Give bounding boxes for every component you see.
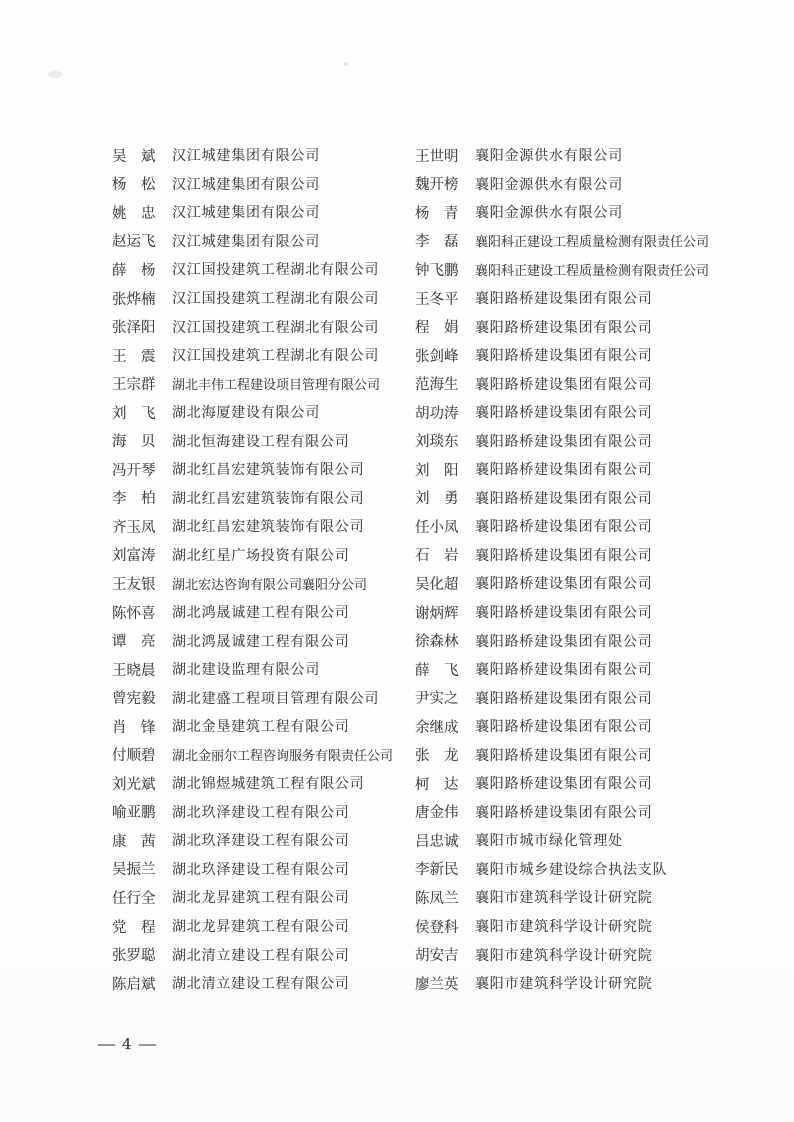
person-name: 吴振兰 bbox=[112, 862, 156, 879]
company-name: 襄阳路桥建设集团有限公司 bbox=[475, 433, 653, 450]
page-footer bbox=[99, 1035, 155, 1053]
company-name: 襄阳路桥建设集团有限公司 bbox=[475, 319, 653, 336]
roster-row bbox=[415, 198, 709, 227]
roster-row bbox=[415, 912, 709, 941]
roster-row bbox=[415, 826, 709, 855]
roster-row bbox=[112, 683, 393, 712]
company-name: 襄阳市建筑科学设计研究院 bbox=[475, 890, 653, 907]
roster-row bbox=[112, 769, 393, 798]
person-name: 刘琰东 bbox=[415, 434, 459, 451]
company-name: 湖北建盛工程项目管理有限公司 bbox=[172, 690, 380, 707]
person-name: 杨 青 bbox=[415, 205, 459, 222]
person-name: 海 贝 bbox=[112, 434, 156, 451]
person-name: 党 程 bbox=[112, 919, 156, 936]
roster-row bbox=[112, 170, 393, 199]
person-name: 柯 达 bbox=[415, 776, 459, 793]
company-name: 湖北龙昇建筑工程有限公司 bbox=[172, 919, 350, 936]
roster-row bbox=[415, 369, 709, 398]
company-name: 襄阳市城市绿化管理处 bbox=[475, 833, 623, 850]
company-name: 襄阳路桥建设集团有限公司 bbox=[475, 348, 653, 365]
company-name: 湖北玖泽建设工程有限公司 bbox=[172, 833, 350, 850]
company-name: 襄阳路桥建设集团有限公司 bbox=[475, 490, 653, 507]
person-name: 杨 松 bbox=[112, 177, 156, 194]
company-name: 襄阳金源供水有限公司 bbox=[475, 205, 623, 222]
company-name: 襄阳路桥建设集团有限公司 bbox=[475, 291, 653, 307]
roster-row bbox=[112, 227, 393, 256]
person-name: 侯登科 bbox=[415, 919, 459, 936]
roster-row bbox=[415, 255, 709, 284]
company-name: 湖北红昌宏建筑装饰有限公司 bbox=[172, 490, 365, 507]
roster-row bbox=[112, 598, 393, 627]
company-name: 襄阳市建筑科学设计研究院 bbox=[475, 919, 653, 936]
roster-row bbox=[112, 369, 393, 398]
company-name: 襄阳路桥建设集团有限公司 bbox=[475, 804, 653, 821]
company-name: 湖北建设监理有限公司 bbox=[172, 662, 320, 679]
company-name: 襄阳路桥建设集团有限公司 bbox=[475, 519, 653, 536]
company-name: 襄阳路桥建设集团有限公司 bbox=[475, 633, 653, 650]
person-name: 钟飞鹏 bbox=[415, 262, 459, 279]
roster-row bbox=[112, 626, 393, 655]
person-name: 任行全 bbox=[112, 890, 156, 907]
roster-row bbox=[112, 198, 393, 227]
person-name: 谭 亮 bbox=[112, 634, 156, 651]
person-name: 范海生 bbox=[415, 377, 459, 394]
person-name: 陈启斌 bbox=[112, 976, 156, 993]
footer-dash-right: — bbox=[137, 1035, 157, 1053]
roster-row bbox=[112, 855, 393, 884]
person-name: 吴化超 bbox=[415, 576, 459, 593]
roster-row bbox=[112, 740, 393, 769]
person-name: 陈怀喜 bbox=[112, 605, 156, 622]
person-name: 李 磊 bbox=[415, 234, 459, 251]
roster-row bbox=[112, 426, 393, 455]
person-name: 张剑峰 bbox=[415, 348, 459, 365]
company-name: 湖北金丽尔工程咨询服务有限责任公司 bbox=[172, 749, 394, 765]
roster-row bbox=[415, 712, 709, 741]
person-name: 张泽阳 bbox=[112, 320, 156, 337]
company-name: 湖北红星广场投资有限公司 bbox=[172, 547, 350, 564]
roster-row bbox=[112, 341, 393, 370]
person-name: 冯开琴 bbox=[112, 462, 156, 479]
company-name: 湖北锦煜城建筑工程有限公司 bbox=[172, 776, 365, 793]
person-name: 肖 锋 bbox=[112, 719, 156, 736]
company-name: 湖北红昌宏建筑装饰有限公司 bbox=[172, 462, 365, 479]
roster-row bbox=[415, 940, 709, 969]
roster-row bbox=[112, 312, 393, 341]
person-name: 任小凤 bbox=[415, 519, 459, 536]
roster-row bbox=[415, 484, 709, 513]
company-name: 湖北清立建设工程有限公司 bbox=[172, 947, 350, 964]
person-name: 王晓晨 bbox=[112, 662, 156, 679]
person-name: 王友银 bbox=[112, 576, 156, 593]
company-name: 湖北恒海建设工程有限公司 bbox=[172, 433, 350, 450]
person-name: 吴 斌 bbox=[112, 148, 156, 165]
roster-row bbox=[415, 798, 709, 827]
company-name: 湖北鸿晟诚建工程有限公司 bbox=[172, 633, 350, 650]
company-name: 襄阳市建筑科学设计研究院 bbox=[475, 947, 653, 964]
roster-row bbox=[112, 569, 393, 598]
person-name: 王 震 bbox=[112, 348, 156, 365]
roster-row bbox=[112, 912, 393, 941]
person-name: 王宗群 bbox=[112, 377, 156, 394]
company-name: 襄阳路桥建设集团有限公司 bbox=[475, 690, 653, 707]
roster-row bbox=[112, 284, 393, 313]
person-name: 张 龙 bbox=[415, 748, 459, 765]
roster-row bbox=[112, 883, 393, 912]
person-name: 刘 勇 bbox=[415, 491, 459, 508]
page-number: 4 bbox=[122, 1035, 132, 1053]
roster-row bbox=[112, 655, 393, 684]
company-name: 汉江国投建筑工程湖北有限公司 bbox=[172, 319, 380, 336]
person-name: 付顺碧 bbox=[112, 748, 156, 765]
roster-row bbox=[415, 855, 709, 884]
roster-row bbox=[415, 512, 709, 541]
company-name: 湖北红昌宏建筑装饰有限公司 bbox=[172, 519, 365, 536]
roster-row bbox=[415, 569, 709, 598]
company-name: 汉江城建集团有限公司 bbox=[172, 176, 320, 193]
company-name: 襄阳路桥建设集团有限公司 bbox=[475, 576, 653, 593]
roster-column-right bbox=[415, 141, 709, 997]
company-name: 襄阳路桥建设集团有限公司 bbox=[475, 376, 653, 393]
company-name: 湖北龙昇建筑工程有限公司 bbox=[172, 890, 350, 907]
person-name: 张烨楠 bbox=[112, 291, 156, 308]
person-name: 喻亚鹏 bbox=[112, 805, 156, 822]
roster-row bbox=[112, 255, 393, 284]
company-name: 襄阳路桥建设集团有限公司 bbox=[475, 776, 653, 793]
company-name: 湖北鸿晟诚建工程有限公司 bbox=[172, 605, 350, 622]
roster-row bbox=[415, 426, 709, 455]
roster-row bbox=[415, 969, 709, 998]
roster-row bbox=[112, 940, 393, 969]
company-name: 湖北玖泽建设工程有限公司 bbox=[172, 804, 350, 821]
company-name: 湖北丰伟工程建设项目管理有限公司 bbox=[172, 378, 381, 394]
person-name: 刘富涛 bbox=[112, 548, 156, 565]
scan-artifact-dot bbox=[343, 62, 348, 66]
person-name: 吕忠诚 bbox=[415, 833, 459, 850]
roster-row bbox=[112, 398, 393, 427]
person-name: 王冬平 bbox=[415, 291, 459, 308]
person-name: 胡安吉 bbox=[415, 948, 459, 965]
person-name: 谢炳辉 bbox=[415, 605, 459, 622]
roster-row bbox=[415, 626, 709, 655]
roster-row bbox=[112, 141, 393, 170]
company-name: 汉江国投建筑工程湖北有限公司 bbox=[172, 348, 380, 365]
company-name: 湖北玖泽建设工程有限公司 bbox=[172, 861, 350, 878]
person-name: 程 娟 bbox=[415, 320, 459, 337]
person-name: 刘 飞 bbox=[112, 405, 156, 422]
person-name: 李新民 bbox=[415, 862, 459, 879]
roster-row bbox=[112, 798, 393, 827]
company-name: 湖北宏达咨询有限公司襄阳分公司 bbox=[172, 577, 368, 593]
roster-row bbox=[112, 455, 393, 484]
roster-row bbox=[415, 655, 709, 684]
company-name: 汉江城建集团有限公司 bbox=[172, 205, 320, 222]
roster-row bbox=[415, 284, 709, 313]
person-name: 刘光斌 bbox=[112, 776, 156, 793]
roster-row bbox=[415, 227, 709, 256]
company-name: 襄阳路桥建设集团有限公司 bbox=[475, 605, 653, 622]
person-name: 赵运飞 bbox=[112, 234, 156, 251]
roster-row bbox=[415, 455, 709, 484]
company-name: 湖北金垦建筑工程有限公司 bbox=[172, 719, 350, 736]
roster-column-left bbox=[112, 141, 393, 997]
company-name: 襄阳市建筑科学设计研究院 bbox=[475, 976, 653, 993]
roster-row bbox=[112, 969, 393, 998]
person-name: 薛 杨 bbox=[112, 262, 156, 279]
roster-row bbox=[415, 683, 709, 712]
person-name: 唐金伟 bbox=[415, 805, 459, 822]
scan-artifact-smudge bbox=[48, 71, 63, 78]
company-name: 汉江城建集团有限公司 bbox=[172, 148, 320, 165]
company-name: 襄阳路桥建设集团有限公司 bbox=[475, 547, 653, 564]
person-name: 徐森林 bbox=[415, 634, 459, 651]
company-name: 汉江城建集团有限公司 bbox=[172, 233, 320, 250]
roster-row bbox=[415, 341, 709, 370]
person-name: 刘 阳 bbox=[415, 462, 459, 479]
company-name: 汉江国投建筑工程湖北有限公司 bbox=[172, 262, 380, 279]
footer-dash-left: — bbox=[97, 1035, 116, 1053]
company-name: 襄阳市城乡建设综合执法支队 bbox=[475, 861, 668, 878]
roster-row bbox=[415, 883, 709, 912]
person-name: 曾宪毅 bbox=[112, 691, 156, 708]
company-name: 襄阳路桥建设集团有限公司 bbox=[475, 662, 653, 679]
company-name: 襄阳路桥建设集团有限公司 bbox=[475, 405, 653, 422]
company-name: 襄阳科正建设工程质量检测有限责任公司 bbox=[475, 263, 710, 279]
roster-row bbox=[112, 484, 393, 513]
person-name: 李 柏 bbox=[112, 491, 156, 508]
person-name: 王世明 bbox=[415, 148, 459, 165]
roster-row bbox=[415, 769, 709, 798]
person-name: 张罗聪 bbox=[112, 948, 156, 965]
roster-row bbox=[415, 598, 709, 627]
company-name: 襄阳金源供水有限公司 bbox=[475, 148, 623, 165]
roster-row bbox=[415, 170, 709, 199]
person-name: 尹实之 bbox=[415, 691, 459, 708]
company-name: 襄阳科正建设工程质量检测有限责任公司 bbox=[475, 235, 710, 251]
roster-row bbox=[415, 312, 709, 341]
roster-row bbox=[415, 740, 709, 769]
person-name: 姚 忠 bbox=[112, 205, 156, 222]
person-name: 薛 飞 bbox=[415, 662, 459, 679]
roster-row bbox=[112, 512, 393, 541]
company-name: 湖北海厦建设有限公司 bbox=[172, 405, 320, 422]
roster-row bbox=[415, 141, 709, 170]
person-name: 陈凤兰 bbox=[415, 890, 459, 907]
person-name: 康 茜 bbox=[112, 833, 156, 850]
company-name: 襄阳金源供水有限公司 bbox=[475, 176, 623, 193]
roster-row bbox=[112, 712, 393, 741]
company-name: 汉江国投建筑工程湖北有限公司 bbox=[172, 291, 380, 307]
person-name: 廖兰英 bbox=[415, 976, 459, 993]
person-name: 魏开榜 bbox=[415, 177, 459, 194]
company-name: 襄阳路桥建设集团有限公司 bbox=[475, 462, 653, 479]
company-name: 襄阳路桥建设集团有限公司 bbox=[475, 719, 653, 736]
roster-row bbox=[415, 398, 709, 427]
person-name: 齐玉凤 bbox=[112, 519, 156, 536]
roster-row bbox=[112, 541, 393, 570]
roster-row bbox=[415, 541, 709, 570]
company-name: 襄阳路桥建设集团有限公司 bbox=[475, 747, 653, 764]
roster-row bbox=[112, 826, 393, 855]
company-name: 湖北清立建设工程有限公司 bbox=[172, 976, 350, 993]
person-name: 余继成 bbox=[415, 719, 459, 736]
person-name: 石 岩 bbox=[415, 548, 459, 565]
person-name: 胡功涛 bbox=[415, 405, 459, 422]
